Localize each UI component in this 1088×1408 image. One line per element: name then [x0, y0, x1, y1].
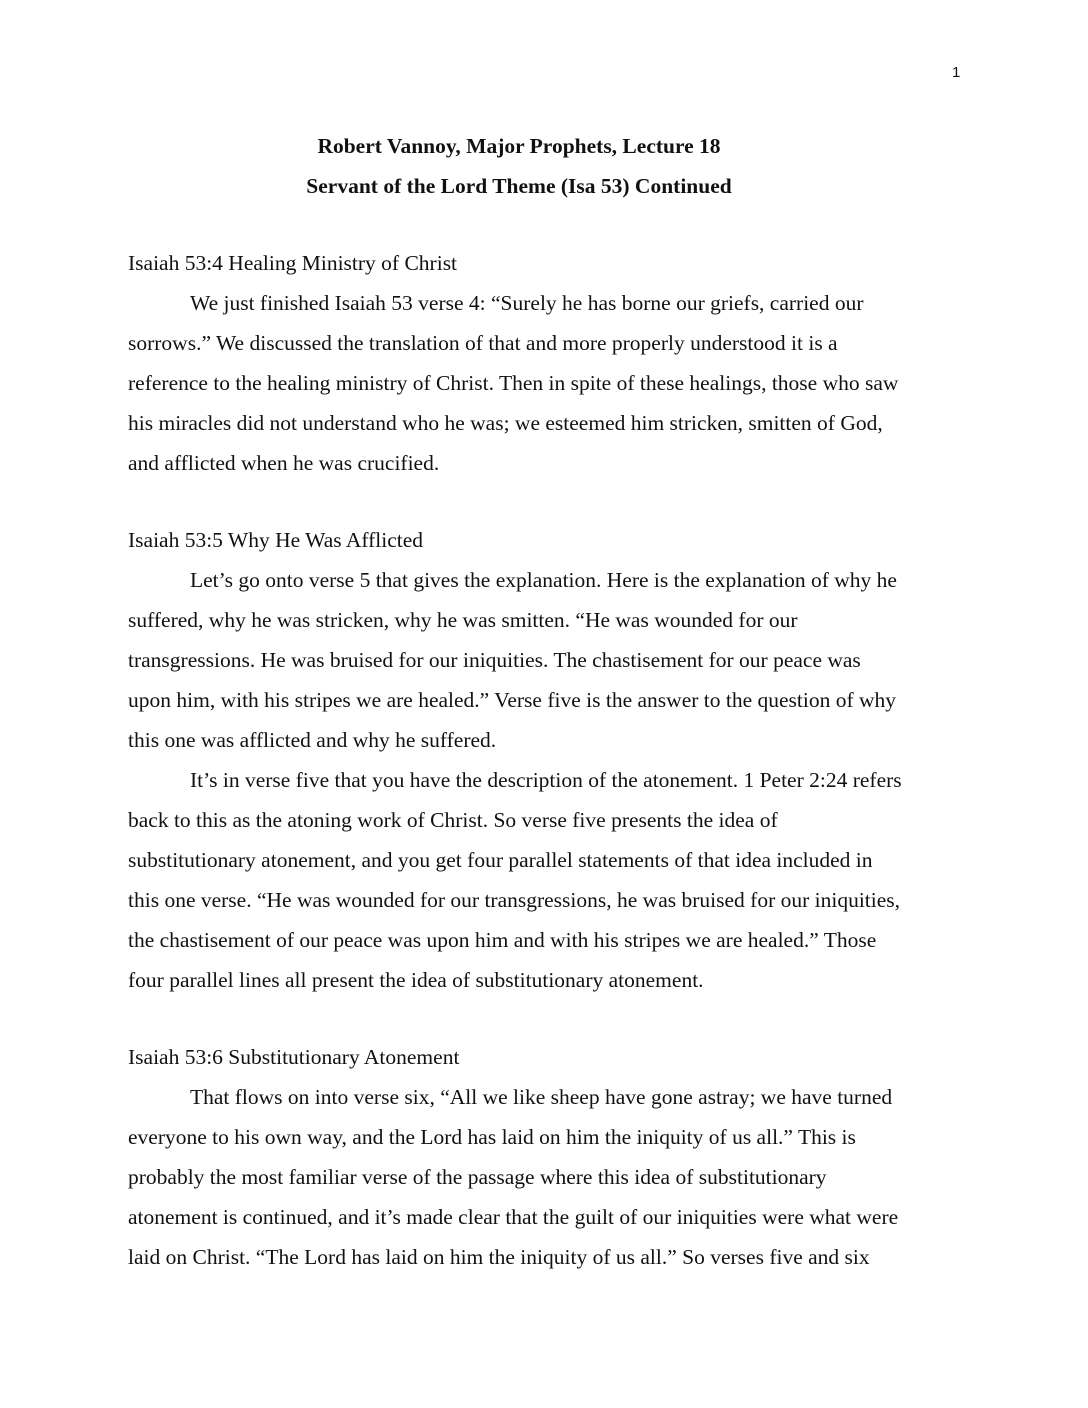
text-line: everyone to his own way, and the Lord has laid on him the iniquity of us all.” This is	[128, 1125, 856, 1149]
text-line: substitutionary atonement, and you get four parallel statements of that idea included in	[128, 848, 873, 872]
text-line: back to this as the atoning work of Christ. So verse five presents the idea of	[128, 808, 778, 832]
text-line: atonement is continued, and it’s made clear that the guilt of our iniquities were what were	[128, 1205, 899, 1229]
text-line: four parallel lines all present the idea of substitutionary atonement.	[128, 968, 704, 992]
text-line: We just finished Isaiah 53 verse 4: “Surely he has borne our griefs, carried our	[190, 291, 864, 315]
text-line: probably the most familiar verse of the passage where this idea of substitutionary	[128, 1165, 827, 1189]
text-line: It’s in verse five that you have the description of the atonement. 1 Peter 2:24 refers	[190, 768, 902, 792]
text-line: this one was afflicted and why he suffered.	[128, 728, 497, 752]
text-line: suffered, why he was stricken, why he was smitten. “He was wounded for our	[128, 608, 798, 632]
section-why-afflicted	[128, 520, 968, 1000]
text-line: the chastisement of our peace was upon him and with his stripes we are healed.” Those	[128, 928, 877, 952]
text-line: laid on Christ. “The Lord has laid on him the iniquity of us all.” So verses five and six	[128, 1245, 870, 1269]
paragraph	[128, 560, 968, 760]
text-line: Let’s go onto verse 5 that gives the explanation. Here is the explanation of why he	[190, 568, 897, 592]
section-heading: Isaiah 53:5 Why He Was Afflicted	[128, 528, 424, 552]
document-body	[128, 243, 968, 1277]
text-line: his miracles did not understand who he was; we esteemed him stricken, smitten of God,	[128, 411, 883, 435]
section-heading: Isaiah 53:6 Substitutionary Atonement	[128, 1045, 460, 1069]
document-title: Robert Vannoy, Major Prophets, Lecture 18	[317, 134, 721, 158]
text-line: That flows on into verse six, “All we like sheep have gone astray; we have turned	[190, 1085, 893, 1109]
section-heading: Isaiah 53:4 Healing Ministry of Christ	[128, 251, 458, 275]
text-line: reference to the healing ministry of Christ. Then in spite of these healings, those who saw	[128, 371, 899, 395]
paragraph	[128, 283, 968, 483]
text-line: sorrows.” We discussed the translation of that and more properly understood it is a	[128, 331, 838, 355]
paragraph	[128, 1077, 968, 1277]
text-line: and afflicted when he was crucified.	[128, 451, 440, 475]
title-block	[0, 126, 1038, 206]
document-subtitle: Servant of the Lord Theme (Isa 53) Continued	[306, 174, 732, 198]
text-line: transgressions. He was bruised for our iniquities. The chastisement for our peace was	[128, 648, 861, 672]
text-line: upon him, with his stripes we are healed.” Verse five is the answer to the question of why	[128, 688, 897, 712]
paragraph	[128, 760, 968, 1000]
page-number: 1	[952, 64, 961, 81]
text-line: this one verse. “He was wounded for our transgressions, he was bruised for our iniquities,	[128, 888, 901, 912]
section-substitutionary-atonement	[128, 1037, 968, 1277]
section-healing-ministry	[128, 243, 968, 483]
